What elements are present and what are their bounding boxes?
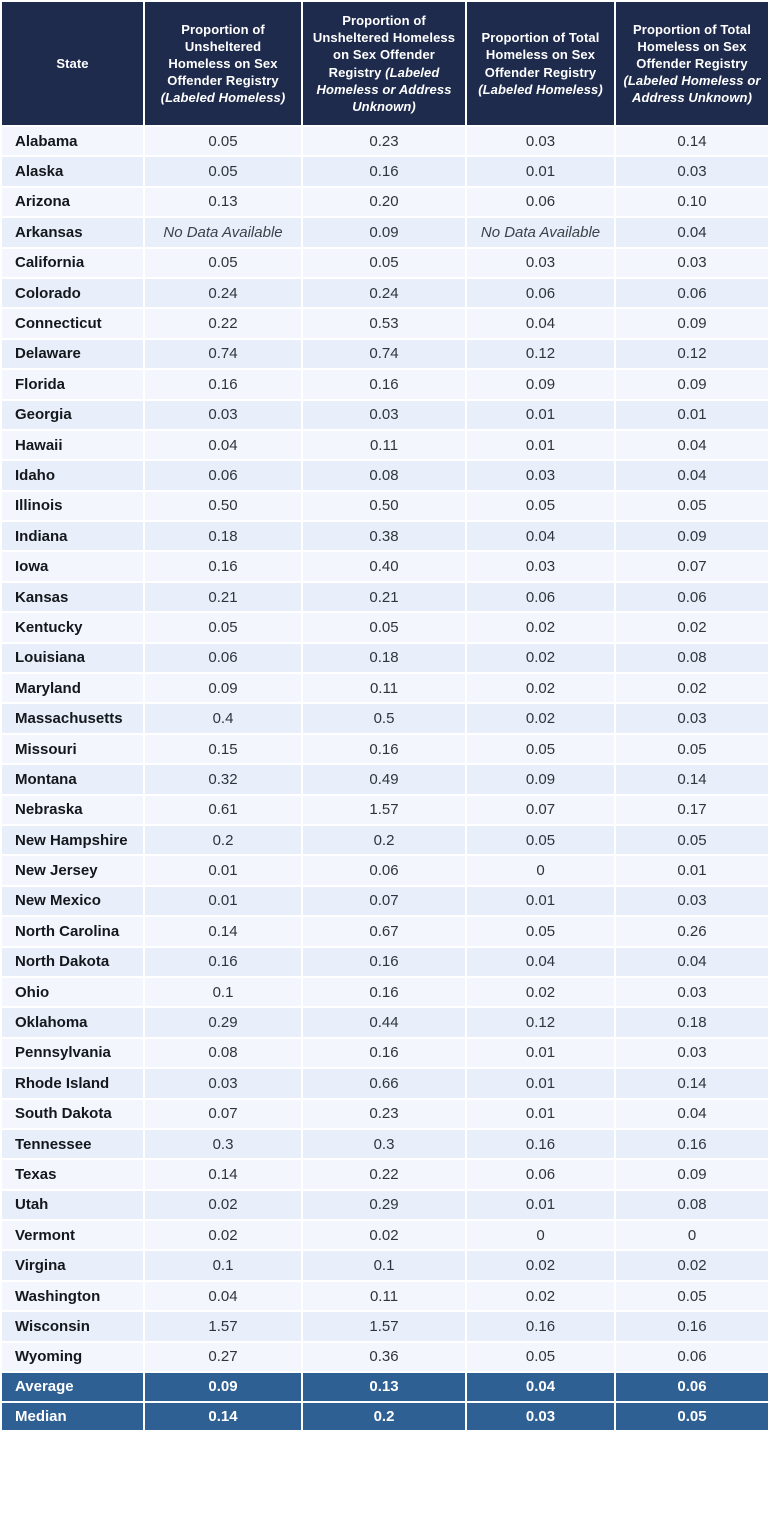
- value-cell: 0.66: [302, 1068, 466, 1098]
- state-name: Texas: [1, 1159, 144, 1189]
- value-cell: 0.21: [144, 582, 302, 612]
- table-row: [1, 491, 768, 521]
- value-cell: 0.07: [615, 551, 768, 581]
- value-cell: 0.50: [144, 491, 302, 521]
- value-cell: 0.09: [615, 369, 768, 399]
- value-cell: 0.03: [615, 886, 768, 916]
- value-cell: 0.03: [615, 703, 768, 733]
- table-row: [1, 460, 768, 490]
- table-row: [1, 248, 768, 278]
- value-cell: 0: [466, 1220, 615, 1250]
- table-row: [1, 825, 768, 855]
- value-cell: 0.21: [302, 582, 466, 612]
- value-cell: 0.06: [302, 855, 466, 885]
- table-row: [1, 886, 768, 916]
- value-cell: 0.06: [466, 582, 615, 612]
- value-cell: 0.03: [144, 400, 302, 430]
- table-row: [1, 1220, 768, 1250]
- value-cell: 0.16: [302, 947, 466, 977]
- state-name: Colorado: [1, 278, 144, 308]
- value-cell: 0.03: [302, 400, 466, 430]
- value-cell: 0.04: [466, 947, 615, 977]
- value-cell: 0.04: [466, 521, 615, 551]
- value-cell: 0.03: [615, 1038, 768, 1068]
- value-cell: 0.03: [466, 460, 615, 490]
- state-name: New Jersey: [1, 855, 144, 885]
- value-cell: 0.2: [144, 825, 302, 855]
- state-name: Oklahoma: [1, 1007, 144, 1037]
- value-cell: 1.57: [144, 1311, 302, 1341]
- column-header-state: [1, 1, 144, 126]
- value-cell: 0.05: [144, 612, 302, 642]
- value-cell: 0.02: [466, 703, 615, 733]
- state-name: Florida: [1, 369, 144, 399]
- value-cell: 0.02: [466, 1250, 615, 1280]
- value-cell: 0.04: [615, 947, 768, 977]
- value-cell: 0.11: [302, 1281, 466, 1311]
- value-cell: 0.04: [144, 1281, 302, 1311]
- value-cell: 0.14: [144, 916, 302, 946]
- value-cell: 0.18: [144, 521, 302, 551]
- value-cell: 0.16: [302, 734, 466, 764]
- summary-value-cell: 0.13: [302, 1372, 466, 1402]
- summary-value-cell: 0.04: [466, 1372, 615, 1402]
- table-row: [1, 400, 768, 430]
- value-cell: 0.01: [466, 886, 615, 916]
- table-row: [1, 703, 768, 733]
- value-cell: 0.16: [302, 156, 466, 186]
- state-name: Connecticut: [1, 308, 144, 338]
- value-cell: 0.1: [144, 977, 302, 1007]
- table-row: [1, 643, 768, 673]
- value-cell: 0.1: [144, 1250, 302, 1280]
- value-cell: 0.09: [615, 521, 768, 551]
- column-header-subtitle: (Labeled Homeless): [160, 90, 286, 106]
- table-row: [1, 217, 768, 247]
- state-name: Wisconsin: [1, 1311, 144, 1341]
- value-cell: 0.04: [144, 430, 302, 460]
- value-cell: 0.05: [466, 491, 615, 521]
- value-cell: 0.05: [466, 916, 615, 946]
- state-name: Missouri: [1, 734, 144, 764]
- table-row: [1, 1038, 768, 1068]
- state-name: Georgia: [1, 400, 144, 430]
- value-cell: 0.09: [615, 1159, 768, 1189]
- value-cell: 0.18: [615, 1007, 768, 1037]
- value-cell: 0.03: [466, 126, 615, 156]
- value-cell: 0.3: [302, 1129, 466, 1159]
- value-cell: 0.16: [466, 1129, 615, 1159]
- value-cell: 0.01: [466, 1068, 615, 1098]
- column-header-subtitle: (Labeled Homeless or Address Unknown): [316, 64, 452, 114]
- table-header: [1, 1, 768, 126]
- value-cell: 0.07: [144, 1099, 302, 1129]
- value-cell: 0.04: [615, 430, 768, 460]
- value-cell: 0.08: [615, 643, 768, 673]
- value-cell: 0.67: [302, 916, 466, 946]
- state-name: Alabama: [1, 126, 144, 156]
- value-cell: 0.05: [144, 126, 302, 156]
- value-cell: 0.53: [302, 308, 466, 338]
- value-cell: 0.29: [302, 1190, 466, 1220]
- state-name: Tennessee: [1, 1129, 144, 1159]
- summary-row-median: [1, 1402, 768, 1432]
- table-row: [1, 916, 768, 946]
- value-cell: 0.05: [615, 825, 768, 855]
- table-row: [1, 582, 768, 612]
- summary-value-cell: 0.09: [144, 1372, 302, 1402]
- state-name: Washington: [1, 1281, 144, 1311]
- value-cell: 0.17: [615, 795, 768, 825]
- table-row: [1, 1190, 768, 1220]
- summary-value-cell: 0.06: [615, 1372, 768, 1402]
- value-cell: 0.22: [302, 1159, 466, 1189]
- value-cell: 0.09: [466, 764, 615, 794]
- state-name: California: [1, 248, 144, 278]
- value-cell: 0.09: [615, 308, 768, 338]
- column-header-unsheltered-labeled: [144, 1, 302, 126]
- value-cell: 0.12: [615, 339, 768, 369]
- value-cell: 0.16: [302, 369, 466, 399]
- column-header-label: Proportion of Total Homeless on Sex Offender Registry: [481, 30, 600, 80]
- state-name: Massachusetts: [1, 703, 144, 733]
- table-row: [1, 369, 768, 399]
- value-cell: 0.05: [466, 1342, 615, 1372]
- value-cell: 0.01: [466, 400, 615, 430]
- value-cell: 0.26: [615, 916, 768, 946]
- value-cell: 0.1: [302, 1250, 466, 1280]
- value-cell: 0.40: [302, 551, 466, 581]
- value-cell: 0.16: [144, 551, 302, 581]
- table-row: [1, 1342, 768, 1372]
- value-cell: 0.14: [144, 1159, 302, 1189]
- value-cell: 0.01: [466, 1099, 615, 1129]
- value-cell: 0.18: [302, 643, 466, 673]
- value-cell: 0.03: [615, 977, 768, 1007]
- state-name: South Dakota: [1, 1099, 144, 1129]
- table-row: [1, 339, 768, 369]
- value-cell: 0.50: [302, 491, 466, 521]
- summary-value-cell: 0.03: [466, 1402, 615, 1432]
- value-cell: 0.04: [615, 1099, 768, 1129]
- value-cell: 0.06: [466, 187, 615, 217]
- state-name: Wyoming: [1, 1342, 144, 1372]
- value-cell: 0.06: [144, 643, 302, 673]
- state-name: Louisiana: [1, 643, 144, 673]
- value-cell: 0.11: [302, 673, 466, 703]
- value-cell: 0: [466, 855, 615, 885]
- table-row: [1, 1311, 768, 1341]
- value-cell: 0.23: [302, 1099, 466, 1129]
- column-header-label: State: [56, 55, 89, 71]
- value-cell: 0.04: [615, 460, 768, 490]
- value-cell: 0.12: [466, 339, 615, 369]
- value-cell: 0.01: [615, 855, 768, 885]
- state-name: Utah: [1, 1190, 144, 1220]
- value-cell: 0.09: [144, 673, 302, 703]
- table-row: [1, 612, 768, 642]
- state-name: Rhode Island: [1, 1068, 144, 1098]
- value-cell: 0.27: [144, 1342, 302, 1372]
- state-name: Delaware: [1, 339, 144, 369]
- value-cell: 0.06: [615, 1342, 768, 1372]
- value-cell: 0.38: [302, 521, 466, 551]
- value-cell: 1.57: [302, 795, 466, 825]
- table-row: [1, 673, 768, 703]
- value-cell: 0.02: [466, 643, 615, 673]
- value-cell: 0.06: [466, 278, 615, 308]
- column-header-unsheltered-labeled-or-address-unknown: [302, 1, 466, 126]
- value-cell: 0.06: [144, 460, 302, 490]
- value-cell: 0.05: [144, 156, 302, 186]
- value-cell: 1.57: [302, 1311, 466, 1341]
- value-cell: 0.01: [466, 430, 615, 460]
- value-cell: 0.24: [144, 278, 302, 308]
- value-cell: 0.02: [466, 1281, 615, 1311]
- column-header-label: Proportion of Unsheltered Homeless on Sex Offender Registry: [167, 21, 279, 89]
- value-cell: 0.03: [615, 248, 768, 278]
- state-name: Arkansas: [1, 217, 144, 247]
- value-cell: 0.05: [615, 734, 768, 764]
- value-cell: 0.74: [144, 339, 302, 369]
- summary-value-cell: 0.2: [302, 1402, 466, 1432]
- value-cell: 0.14: [615, 1068, 768, 1098]
- state-name: Maryland: [1, 673, 144, 703]
- table-row: [1, 278, 768, 308]
- value-cell: 0.04: [466, 308, 615, 338]
- table-row: [1, 855, 768, 885]
- value-cell: 0.11: [302, 430, 466, 460]
- table-row: [1, 734, 768, 764]
- value-cell: 0.01: [466, 1190, 615, 1220]
- value-cell: 0.02: [466, 977, 615, 1007]
- value-cell: 0.06: [466, 1159, 615, 1189]
- table-row: [1, 1007, 768, 1037]
- state-name: New Mexico: [1, 886, 144, 916]
- column-header-subtitle: (Labeled Homeless): [478, 81, 603, 97]
- state-name: Kansas: [1, 582, 144, 612]
- column-header-total-labeled-or-address-unknown: [615, 1, 768, 126]
- table-row: [1, 1250, 768, 1280]
- table-row: [1, 764, 768, 794]
- table-row: [1, 977, 768, 1007]
- column-header-subtitle: (Labeled Homeless or Address Unknown): [623, 73, 761, 106]
- value-cell: 0.23: [302, 126, 466, 156]
- value-cell: 0.16: [144, 947, 302, 977]
- summary-label: Median: [1, 1402, 144, 1432]
- value-cell: 0.44: [302, 1007, 466, 1037]
- value-cell: 0.01: [144, 886, 302, 916]
- state-name: Alaska: [1, 156, 144, 186]
- state-name: Hawaii: [1, 430, 144, 460]
- value-cell: 0.2: [302, 825, 466, 855]
- value-cell: 0.16: [302, 1038, 466, 1068]
- value-cell: 0.14: [615, 764, 768, 794]
- value-cell: 0.32: [144, 764, 302, 794]
- value-cell: 0.29: [144, 1007, 302, 1037]
- value-cell: 0.07: [302, 886, 466, 916]
- state-name: Idaho: [1, 460, 144, 490]
- value-cell: 0.08: [144, 1038, 302, 1068]
- value-cell: 0.10: [615, 187, 768, 217]
- table-row: [1, 187, 768, 217]
- header-row: [1, 1, 768, 126]
- column-header-total-labeled: [466, 1, 615, 126]
- value-cell: 0.61: [144, 795, 302, 825]
- value-cell: 0.03: [466, 248, 615, 278]
- value-cell: 0.4: [144, 703, 302, 733]
- value-cell: 0.49: [302, 764, 466, 794]
- value-cell: 0.03: [615, 156, 768, 186]
- table-row: [1, 1129, 768, 1159]
- state-name: Virgina: [1, 1250, 144, 1280]
- value-cell: 0.3: [144, 1129, 302, 1159]
- value-cell: 0.01: [466, 156, 615, 186]
- value-cell: 0.02: [615, 1250, 768, 1280]
- state-name: Pennsylvania: [1, 1038, 144, 1068]
- value-cell: 0.02: [466, 612, 615, 642]
- value-cell: 0.16: [615, 1311, 768, 1341]
- value-cell: 0.04: [615, 217, 768, 247]
- value-cell: 0.20: [302, 187, 466, 217]
- column-header-label: Proportion of Unsheltered Homeless on Sex Offender Registry: [312, 13, 456, 80]
- no-data-cell: No Data Available: [466, 217, 615, 247]
- value-cell: 0.09: [466, 369, 615, 399]
- value-cell: 0.5: [302, 703, 466, 733]
- value-cell: 0.14: [615, 126, 768, 156]
- table-row: [1, 1068, 768, 1098]
- value-cell: 0.05: [615, 1281, 768, 1311]
- no-data-cell: No Data Available: [144, 217, 302, 247]
- state-name: Arizona: [1, 187, 144, 217]
- value-cell: 0.02: [144, 1190, 302, 1220]
- value-cell: 0.02: [466, 673, 615, 703]
- value-cell: 0.01: [615, 400, 768, 430]
- summary-value-cell: 0.14: [144, 1402, 302, 1432]
- table-row: [1, 1281, 768, 1311]
- value-cell: 0.02: [615, 673, 768, 703]
- state-name: Nebraska: [1, 795, 144, 825]
- value-cell: 0.08: [615, 1190, 768, 1220]
- value-cell: 0.05: [302, 612, 466, 642]
- table-row: [1, 551, 768, 581]
- summary-row-average: [1, 1372, 768, 1402]
- value-cell: 0.16: [615, 1129, 768, 1159]
- value-cell: 0.12: [466, 1007, 615, 1037]
- value-cell: 0.02: [302, 1220, 466, 1250]
- state-name: North Dakota: [1, 947, 144, 977]
- value-cell: 0.03: [144, 1068, 302, 1098]
- value-cell: 0.06: [615, 582, 768, 612]
- value-cell: 0.13: [144, 187, 302, 217]
- table-row: [1, 156, 768, 186]
- table-body: [1, 126, 768, 1431]
- state-name: North Carolina: [1, 916, 144, 946]
- value-cell: 0.06: [615, 278, 768, 308]
- summary-value-cell: 0.05: [615, 1402, 768, 1432]
- value-cell: 0.07: [466, 795, 615, 825]
- value-cell: 0.09: [302, 217, 466, 247]
- value-cell: 0: [615, 1220, 768, 1250]
- value-cell: 0.05: [144, 248, 302, 278]
- state-name: Vermont: [1, 1220, 144, 1250]
- table-row: [1, 795, 768, 825]
- value-cell: 0.74: [302, 339, 466, 369]
- table-row: [1, 430, 768, 460]
- value-cell: 0.08: [302, 460, 466, 490]
- table-row: [1, 947, 768, 977]
- table-row: [1, 1159, 768, 1189]
- value-cell: 0.24: [302, 278, 466, 308]
- table-row: [1, 521, 768, 551]
- value-cell: 0.05: [466, 734, 615, 764]
- value-cell: 0.05: [302, 248, 466, 278]
- value-cell: 0.15: [144, 734, 302, 764]
- value-cell: 0.02: [615, 612, 768, 642]
- value-cell: 0.36: [302, 1342, 466, 1372]
- value-cell: 0.22: [144, 308, 302, 338]
- state-name: Montana: [1, 764, 144, 794]
- value-cell: 0.16: [144, 369, 302, 399]
- value-cell: 0.05: [615, 491, 768, 521]
- state-name: Illinois: [1, 491, 144, 521]
- value-cell: 0.16: [466, 1311, 615, 1341]
- state-name: Indiana: [1, 521, 144, 551]
- column-header-label: Proportion of Total Homeless on Sex Offender Registry: [633, 21, 751, 71]
- value-cell: 0.16: [302, 977, 466, 1007]
- state-name: New Hampshire: [1, 825, 144, 855]
- value-cell: 0.05: [466, 825, 615, 855]
- state-name: Iowa: [1, 551, 144, 581]
- summary-label: Average: [1, 1372, 144, 1402]
- value-cell: 0.01: [466, 1038, 615, 1068]
- table-row: [1, 126, 768, 156]
- value-cell: 0.02: [144, 1220, 302, 1250]
- table-row: [1, 1099, 768, 1129]
- table-row: [1, 308, 768, 338]
- state-name: Ohio: [1, 977, 144, 1007]
- value-cell: 0.03: [466, 551, 615, 581]
- value-cell: 0.01: [144, 855, 302, 885]
- state-name: Kentucky: [1, 612, 144, 642]
